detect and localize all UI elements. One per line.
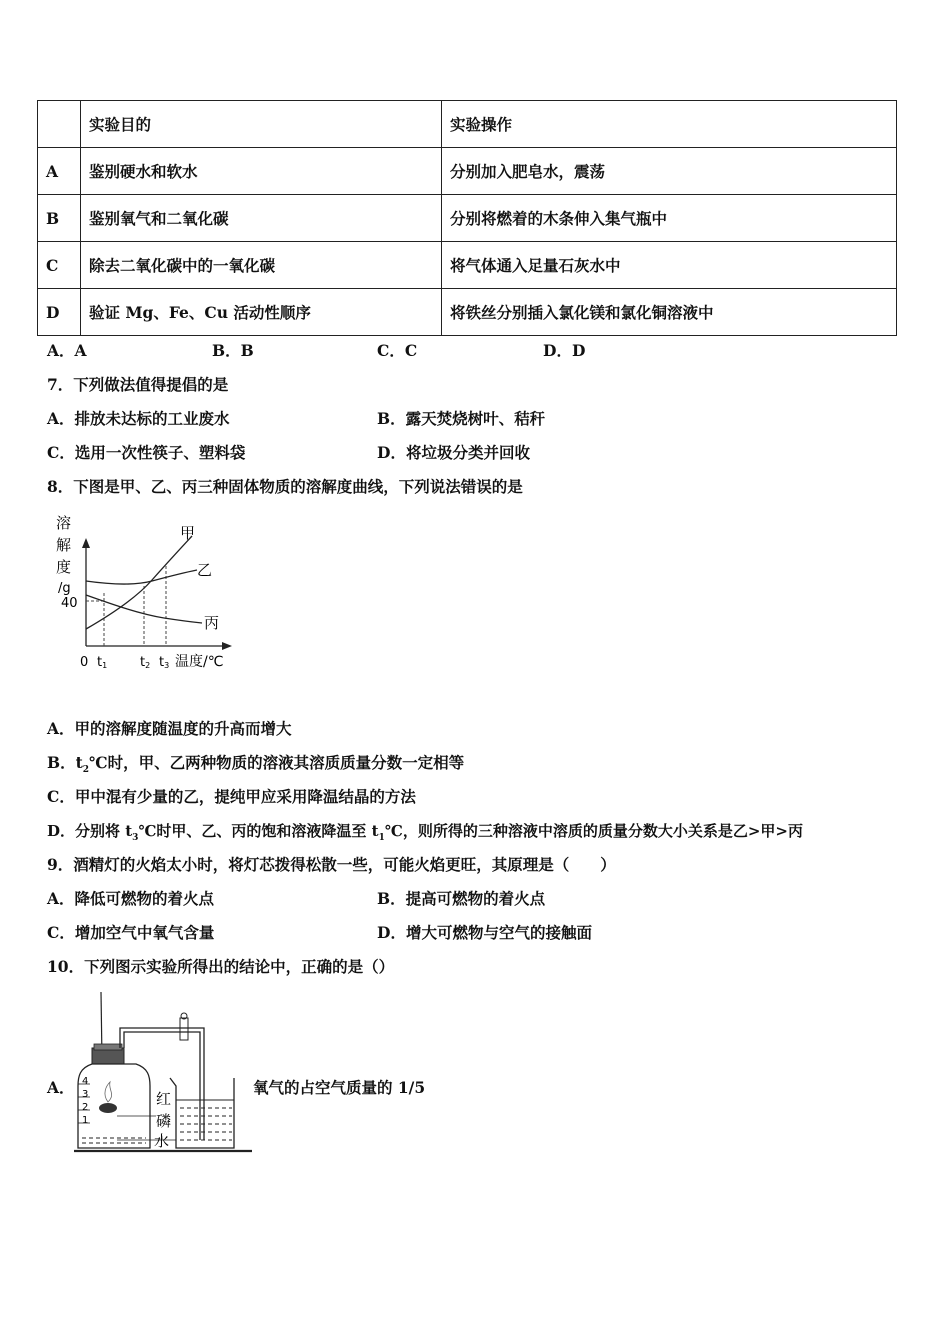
q9-option-c: C．增加空气中氧气含量 <box>47 923 215 942</box>
q7-option-a: A．排放未达标的工业废水 <box>47 409 230 428</box>
flame-icon <box>105 1082 112 1102</box>
stopper-top <box>94 1044 122 1050</box>
solubility-chart <box>52 508 242 676</box>
chart-ylabel-3: 度 <box>56 558 72 576</box>
chart-x-arrow <box>222 642 232 650</box>
chart-series-yi <box>86 570 197 584</box>
row-key: A <box>38 148 81 195</box>
scale-3: 3 <box>82 1089 89 1100</box>
row-goal: 验证 Mg、Fe、Cu 活动性顺序 <box>81 289 442 336</box>
q7-stem: 7．下列做法值得提倡的是 <box>47 375 229 394</box>
q6-option-d: D．D <box>543 341 586 360</box>
clip <box>180 1018 188 1040</box>
chart-ytick-40: 40 <box>61 596 78 611</box>
q6-option-c: C．C <box>377 341 418 360</box>
chart-ylabel-4: /g <box>58 581 71 596</box>
q6-option-a: A．A <box>47 341 87 360</box>
q7-option-d: D．将垃圾分类并回收 <box>377 443 530 462</box>
chart-label-bing: 丙 <box>204 614 220 632</box>
table-row <box>38 148 897 195</box>
q9-option-d: D．增大可燃物与空气的接触面 <box>377 923 592 942</box>
table-row <box>38 242 897 289</box>
apparatus-figure <box>72 990 257 1156</box>
q9-option-a: A．降低可燃物的着火点 <box>47 889 215 908</box>
label-phosphorus: 磷 <box>156 1112 172 1130</box>
label-water: 水 <box>154 1132 170 1150</box>
label-red: 红 <box>156 1090 172 1108</box>
row-operation: 分别将燃着的木条伸入集气瓶中 <box>442 195 897 242</box>
chart-label-yi: 乙 <box>197 561 213 579</box>
row-operation: 将气体通入足量石灰水中 <box>442 242 897 289</box>
row-operation: 分别加入肥皂水，震荡 <box>442 148 897 195</box>
table-header-goal: 实验目的 <box>81 101 442 148</box>
row-key: C <box>38 242 81 289</box>
row-key: D <box>38 289 81 336</box>
q8-option-c: C．甲中混有少量的乙，提纯甲应采用降温结晶的方法 <box>47 787 416 806</box>
scale-2: 2 <box>82 1102 89 1113</box>
row-key: B <box>38 195 81 242</box>
scale-4: 4 <box>82 1076 89 1087</box>
q8-option-a: A．甲的溶解度随温度的升高而增大 <box>47 719 292 738</box>
table-row <box>38 195 897 242</box>
row-goal: 鉴别硬水和软水 <box>81 148 442 195</box>
stopper <box>92 1048 124 1064</box>
table-header-key <box>38 101 81 148</box>
table-header-row <box>38 101 897 148</box>
chart-xtick-t2: t2 <box>140 655 151 670</box>
table-header-op: 实验操作 <box>442 101 897 148</box>
table-row <box>38 289 897 336</box>
chart-ylabel-2: 解 <box>56 536 72 554</box>
scale-1: 1 <box>82 1115 89 1126</box>
row-goal: 除去二氧化碳中的一氧化碳 <box>81 242 442 289</box>
chart-label-jia: 甲 <box>180 524 196 542</box>
combustion-spoon <box>99 1103 117 1113</box>
chart-xlabel: 温度/℃ <box>175 654 224 670</box>
chart-xtick-t3: t3 <box>159 655 170 670</box>
row-operation: 将铁丝分别插入氯化镁和氯化铜溶液中 <box>442 289 897 336</box>
q8-option-d: D．分别将 $t_3℃$时甲、乙、丙的饱和溶液降温至 $t_1℃$，则所得的三种溶液中溶质的质量分数大小关系是乙>甲>丙 <box>47 822 803 843</box>
chart-xtick-t1: t1 <box>97 655 108 670</box>
q8-stem: 8．下图是甲、乙、丙三种固体物质的溶解度曲线，下列说法错误的是 <box>47 477 523 496</box>
beaker <box>170 1078 234 1148</box>
q10-option-a-text: 氧气的占空气质量的 1/5 <box>253 1078 426 1097</box>
q8-option-b: B．$t_2℃$时，甲、乙两种物质的溶液其溶质质量分数一定相等 <box>47 753 465 776</box>
chart-y-arrow <box>82 538 90 548</box>
experiment-table <box>37 100 897 336</box>
chart-ylabel-1: 溶 <box>56 514 72 532</box>
q6-option-b: B．B <box>212 341 254 360</box>
q10-option-a-label: A． <box>47 1078 75 1097</box>
q9-stem: 9．酒精灯的火焰太小时，将灯芯拨得松散一些，可能火焰更旺，其原理是（ ） <box>47 855 616 874</box>
row-goal: 鉴别氧气和二氧化碳 <box>81 195 442 242</box>
chart-origin-label: 0 <box>80 655 89 670</box>
q9-option-b: B．提高可燃物的着火点 <box>377 889 546 908</box>
q7-option-c: C．选用一次性筷子、塑料袋 <box>47 443 246 462</box>
q10-stem: 10．下列图示实验所得出的结论中，正确的是（） <box>47 957 395 976</box>
q7-option-b: B．露天焚烧树叶、秸秆 <box>377 409 546 428</box>
